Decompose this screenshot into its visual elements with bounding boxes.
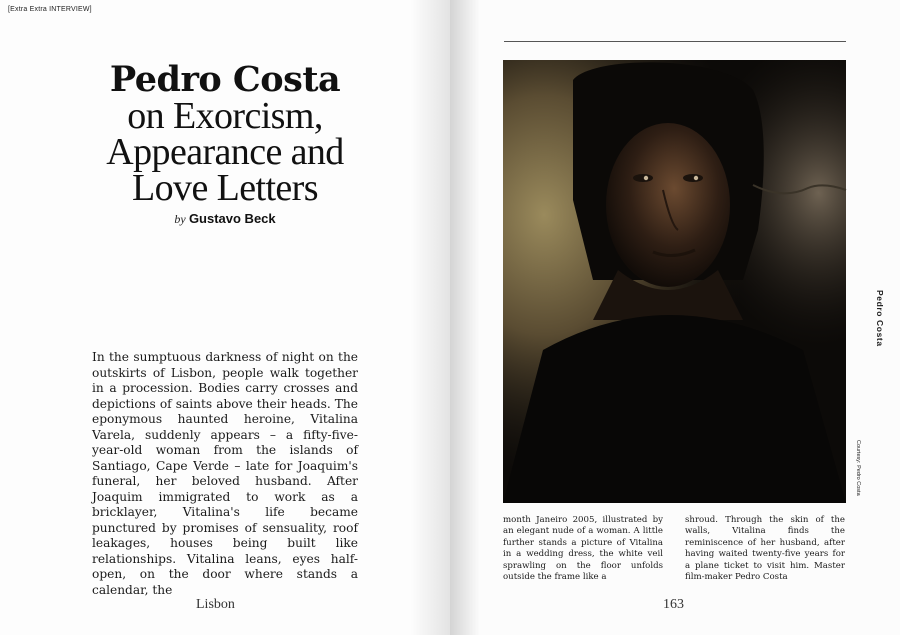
right-page (450, 0, 900, 635)
author-name: Gustavo Beck (188, 211, 276, 226)
byline (40, 211, 410, 227)
title-line: Love Letters (132, 167, 318, 209)
photo-credit-text: Courtesy: Pedro Costa (855, 440, 861, 496)
page-number: 163 (663, 597, 684, 612)
running-head (873, 290, 887, 360)
folio-left: Lisbon (196, 597, 235, 612)
byline-prefix: by (174, 212, 186, 226)
gutter-shadow (450, 0, 480, 635)
running-head-text: Pedro Costa (875, 290, 885, 347)
title-line: Appearance and (106, 131, 344, 173)
gutter-shadow (410, 0, 450, 635)
title-name: Pedro Costa (109, 59, 341, 100)
portrait-photo (503, 60, 846, 503)
title-line: on Exorcism, (127, 95, 323, 137)
portrait-illustration (503, 60, 846, 503)
top-rule (504, 41, 846, 42)
article-body: In the sumptuous darkness of night on the outskirts of Lisbon, people walk together in a procession. Bodies carry crosses and depictions of saints above their heads. The eponymous haunted heroine, Vitalina Varela, suddenly appears – a fifty-five-year-old woman from the islands of Santiago, Cape Verde – late for Joaquim's funeral, her beloved husband. After Joaquim immigrated to work as a bricklayer, Vitalina's life became punctured by promises of sensuality, roof leakages, houses being built like relationships. Vitalina leans, eyes half-open, on the door where stands a calendar, the (92, 350, 358, 597)
article-title (40, 59, 410, 209)
text-column-2: shroud. Through the skin of the walls, Vitalina finds the reminiscence of her husband, after having waited twenty-five years for a plane ticket to visit him. Master film-maker Pedro Costa (685, 515, 845, 583)
text-column-1: month Janeiro 2005, illustrated by an elegant nude of a woman. A little further stands a picture of Vitalina in a wedding dress, the white veil sprawling on the floor unfolds outside the frame like a (503, 515, 663, 583)
photo-credit (853, 440, 863, 510)
section-tag: [Extra Extra INTERVIEW] (8, 6, 92, 13)
